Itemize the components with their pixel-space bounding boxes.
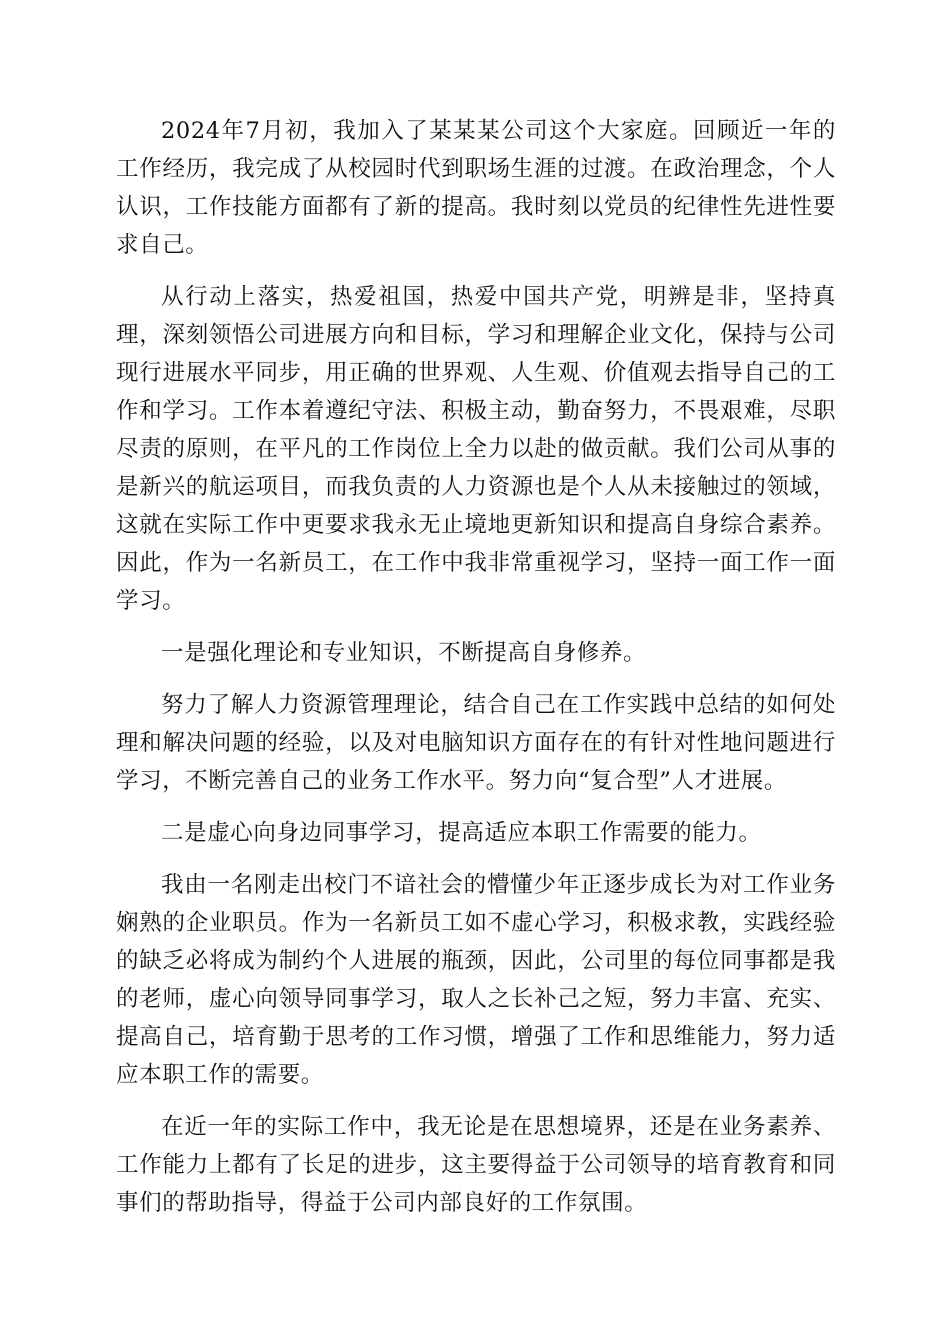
document-body: [116, 112, 836, 1236]
paragraph-5-heading: 二是虚心向身边同事学习，提高适应本职工作需要的能力。: [161, 820, 762, 846]
paragraph-3-heading: 一是强化理论和专业知识，不断提高自身修养。: [161, 640, 647, 666]
paragraph-7: 在近一年的实际工作中，我无论是在思想境界，还是在业务素养、工作能力上都有了长足的进步，这主要得益于公司领导的培育教育和同事们的帮助指导，得益于公司内部良好的工作氛围。: [116, 1114, 836, 1216]
paragraph-4: 努力了解人力资源管理理论，结合自己在工作实践中总结的如何处理和解决问题的经验，以及对电脑知识方面存在的有针对性地问题进行学习，不断完善自己的业务工作水平。努力向“复合型”人才进展。: [116, 692, 836, 794]
paragraph-1: 2024年7月初，我加入了某某某公司这个大家庭。回顾近一年的工作经历，我完成了从校园时代到职场生涯的过渡。在政治理念，个人认识，工作技能方面都有了新的提高。我时刻以党员的纪律性先进性要求自己。: [116, 118, 836, 258]
paragraph-2: 从行动上落实，热爱祖国，热爱中国共产党，明辨是非，坚持真理，深刻领悟公司进展方向和目标，学习和理解企业文化，保持与公司现行进展水平同步，用正确的世界观、人生观、价值观去指导自己的工作和学习。工作本着遵纪守法、积极主动，勤奋努力，不畏艰难，尽职尽责的原则，在平凡的工作岗位上全力以赴的做贡献。我们公司从事的是新兴的航运项目，而我负责的人力资源也是个人从未接触过的领域，这就在实际工作中更要求我永无止境地更新知识和提高自身综合素养。因此，作为一名新员工，在工作中我非常重视学习，坚持一面工作一面学习。: [116, 284, 836, 614]
paragraph-6: 我由一名刚走出校门不谙社会的懵懂少年正逐步成长为对工作业务娴熟的企业职员。作为一名新员工如不虚心学习，积极求教，实践经验的缺乏必将成为制约个人进展的瓶颈，因此，公司里的每位同事都是我的老师，虚心向领导同事学习，取人之长补己之短，努力丰富、充实、提高自己，培育勤于思考的工作习惯，增强了工作和思维能力，努力适应本职工作的需要。: [116, 872, 836, 1088]
